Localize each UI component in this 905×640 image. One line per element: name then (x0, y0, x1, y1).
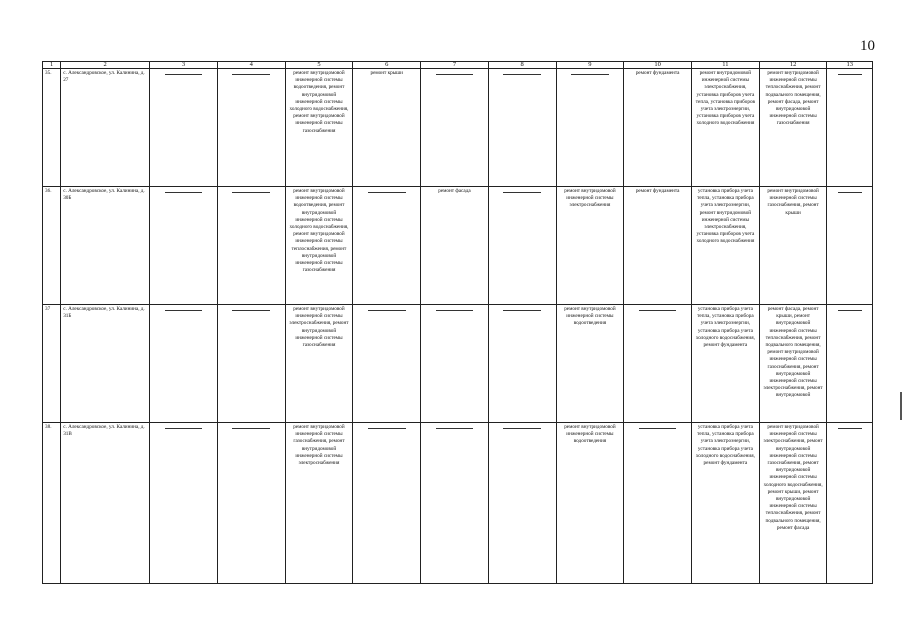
works-table (42, 61, 873, 584)
table-row (43, 187, 873, 305)
empty-dash (436, 310, 474, 311)
work-cell: ремонт внутридомовой инженерной системы газоснабжения, ремонт внутридомовой инженерной системы электроснабжения (285, 423, 353, 584)
empty-dash (368, 192, 406, 193)
row-number: 36. (43, 187, 61, 305)
work-cell: ремонт внутридомовой инженерной системы водоотведения (556, 423, 624, 584)
empty-dash (368, 310, 406, 311)
column-header: 4 (217, 62, 285, 69)
empty-dash (503, 192, 541, 193)
empty-dash (838, 310, 862, 311)
work-cell: ремонт внутридомовой инженерной системы электроснабжения, установка приборов учета тепла, установка приборов учета электроэнергии, установка приборов учета холодного водоснабжения (692, 69, 760, 187)
header-row (43, 62, 873, 69)
work-cell: установка прибора учета тепла, установка прибора учета электроэнергии, установка прибора учета холодного водоснабжения, ремонт фундамента (692, 305, 760, 423)
empty-cell (421, 423, 489, 584)
table-body (43, 69, 873, 584)
address-cell: с. Александровское, ул. Калинина, д. 27 (61, 69, 150, 187)
column-header: 12 (759, 62, 827, 69)
empty-cell (556, 69, 624, 187)
address-cell: с. Александровское, ул. Калинина, д. 30Б (61, 187, 150, 305)
empty-cell (150, 187, 218, 305)
work-cell: ремонт внутридомовой инженерной системы теплоснабжения, ремонт подвального помещения, ремонт фасада, ремонт внутридомовой инженерной системы газоснабжения (759, 69, 827, 187)
empty-cell (624, 305, 692, 423)
empty-dash (165, 74, 203, 75)
empty-dash (503, 74, 541, 75)
empty-dash (639, 310, 677, 311)
address-cell: с. Александровское, ул. Калинина, д. 31Б (61, 305, 150, 423)
work-cell: ремонт фасада (421, 187, 489, 305)
empty-cell (150, 69, 218, 187)
column-header: 6 (353, 62, 421, 69)
empty-cell (488, 305, 556, 423)
page-number: 10 (860, 38, 875, 54)
column-header: 1 (43, 62, 61, 69)
work-cell: установка прибора учета тепла, установка прибора учета электроэнергии, установка прибора учета холодного водоснабжения, ремонт фундамента (692, 423, 760, 584)
empty-dash (571, 74, 609, 75)
work-cell: ремонт внутридомовой инженерной системы газоснабжения, ремонт крыши (759, 187, 827, 305)
column-header: 9 (556, 62, 624, 69)
empty-dash (436, 74, 474, 75)
empty-cell (827, 305, 873, 423)
work-cell: ремонт внутридомовой инженерной системы электроснабжения, ремонт внутридомовой инженерной системы газоснабжения (285, 305, 353, 423)
scan-edge-mark (900, 392, 902, 420)
empty-dash (165, 428, 203, 429)
column-header: 8 (488, 62, 556, 69)
empty-cell (150, 423, 218, 584)
empty-dash (232, 192, 270, 193)
work-cell: ремонт внутридомовой инженерной системы водоотведения (556, 305, 624, 423)
empty-cell (421, 69, 489, 187)
empty-dash (165, 192, 203, 193)
empty-dash (503, 428, 541, 429)
empty-dash (838, 74, 862, 75)
column-header: 11 (692, 62, 760, 69)
address-cell: с. Александровское, ул. Калинина, д. 31В (61, 423, 150, 584)
work-cell: ремонт внутридомовой инженерной системы водоотведения, ремонт внутридомовой инженерной системы холодного водоснабжения, ремонт внутридомовой инженерной системы теплоснабжения, ремонт внутридомовой инженерной системы газоснабжения (285, 187, 353, 305)
work-cell: ремонт фасада, ремонт крыши, ремонт внутридомовой инженерной системы теплоснабжения, ремонт подвального помещения, ремонт внутридомовой инженерной системы газоснабжения, ремонт внутридомовой инженерной системы электроснабжения, ремонт внутридомовой (759, 305, 827, 423)
work-cell: ремонт фундамента (624, 69, 692, 187)
empty-cell (488, 69, 556, 187)
column-header: 7 (421, 62, 489, 69)
empty-dash (639, 428, 677, 429)
work-cell: ремонт внутридомовой инженерной системы электроснабжения, ремонт внутридомовой инженерной системы газоснабжения, ремонт внутридомовой инженерной системы холодного водоснабжения, ремонт крыши, ремонт внутридомовой инженерной системы теплоснабжения, ремонт подвального помещения, ремонт фасада (759, 423, 827, 584)
empty-cell (353, 423, 421, 584)
column-header: 2 (61, 62, 150, 69)
empty-cell (217, 69, 285, 187)
work-cell: ремонт фундамента (624, 187, 692, 305)
table-row (43, 305, 873, 423)
table-row (43, 69, 873, 187)
empty-dash (232, 428, 270, 429)
row-number: 35. (43, 69, 61, 187)
empty-dash (436, 428, 474, 429)
empty-dash (838, 192, 862, 193)
empty-cell (488, 423, 556, 584)
row-number: 38. (43, 423, 61, 584)
empty-dash (368, 428, 406, 429)
row-number: 37 (43, 305, 61, 423)
table-row (43, 423, 873, 584)
column-header: 13 (827, 62, 873, 69)
work-cell: ремонт крыши (353, 69, 421, 187)
empty-dash (165, 310, 203, 311)
work-cell: установка прибора учета тепла, установка прибора учета электроэнергии, ремонт внутридомовой инженерной системы электроснабжения, установка приборов учета холодного водоснабжения (692, 187, 760, 305)
column-header: 3 (150, 62, 218, 69)
empty-cell (353, 305, 421, 423)
empty-cell (827, 69, 873, 187)
empty-cell (150, 305, 218, 423)
column-header: 5 (285, 62, 353, 69)
empty-cell (353, 187, 421, 305)
column-header: 10 (624, 62, 692, 69)
empty-cell (827, 187, 873, 305)
empty-cell (488, 187, 556, 305)
empty-cell (217, 305, 285, 423)
empty-cell (827, 423, 873, 584)
empty-cell (217, 187, 285, 305)
work-cell: ремонт внутридомовой инженерной системы электроснабжения (556, 187, 624, 305)
empty-dash (838, 428, 862, 429)
empty-cell (421, 305, 489, 423)
empty-dash (232, 74, 270, 75)
work-cell: ремонт внутридомовой инженерной системы водоотведения, ремонт внутридомовой инженерной системы холодного водоснабжения, ремонт внутридомовой инженерной системы газоснабжения (285, 69, 353, 187)
empty-dash (232, 310, 270, 311)
empty-cell (624, 423, 692, 584)
empty-cell (217, 423, 285, 584)
empty-dash (503, 310, 541, 311)
